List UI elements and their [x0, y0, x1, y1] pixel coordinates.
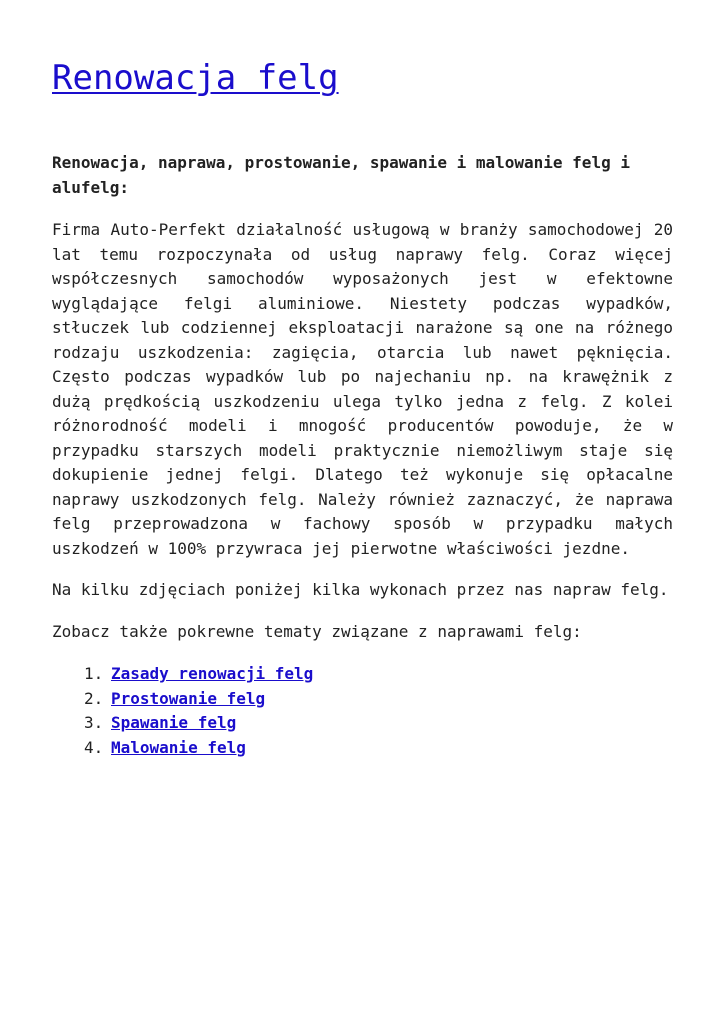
- article: [52, 52, 673, 760]
- title-link[interactable]: Renowacja felg: [52, 58, 339, 98]
- related-links-list: [52, 662, 673, 760]
- page-title: [52, 52, 673, 104]
- list-item: [84, 736, 673, 761]
- list-item: [84, 687, 673, 712]
- list-item: [84, 662, 673, 687]
- list-number: 4.: [84, 737, 104, 757]
- photos-paragraph: Na kilku zdjęciach poniżej kilka wykonach przez nas napraw felg.: [52, 580, 669, 599]
- related-topics-paragraph: Zobacz także pokrewne tematy związane z naprawami felg:: [52, 621, 582, 641]
- article-subtitle: Renowacja, naprawa, prostowanie, spawanie i malowanie felg i alufelg:: [52, 153, 630, 197]
- intro-paragraph: Firma Auto-Perfekt działalność usługową w branży samochodowej 20 lat temu rozpoczynała od usług naprawy felg. Coraz więcej współczesnych samochodów wyposażonych jest w efektowne wyglądające felgi aluminiowe. Niestety podczas wypadków, stłuczek lub codziennej eksploatacji narażone są one na różnego rodzaju uszkodzenia: zagięcia, otarcia lub nawet pęknięcia. Często podczas wypadków lub po najechaniu np. na krawężnik z dużą prędkością uszkodzeniu ulega tylko jedna z felg. Z kolei różnorodność modeli i mnogość producentów powoduje, że w przypadku starszych modeli praktycznie niemożliwym staje się dokupienie jednej felgi. Dlatego też wykonuje się opłacalne naprawy uszkodzonych felg. Należy również zaznaczyć, że naprawa felg przeprowadzona w fachowy sposób w przypadku małych uszkodzeń w 100% przywraca jej pierwotne właściwości jezdne.: [52, 220, 673, 558]
- link-malowanie[interactable]: Malowanie felg: [111, 737, 246, 757]
- link-prostowanie[interactable]: Prostowanie felg: [111, 688, 266, 708]
- link-zasady-renowacji[interactable]: Zasady renowacji felg: [111, 664, 314, 683]
- list-number: 2.: [84, 688, 104, 708]
- list-item: [84, 711, 673, 736]
- list-number: 3.: [84, 713, 104, 732]
- list-number: 1.: [84, 664, 104, 683]
- link-spawanie[interactable]: Spawanie felg: [111, 713, 237, 732]
